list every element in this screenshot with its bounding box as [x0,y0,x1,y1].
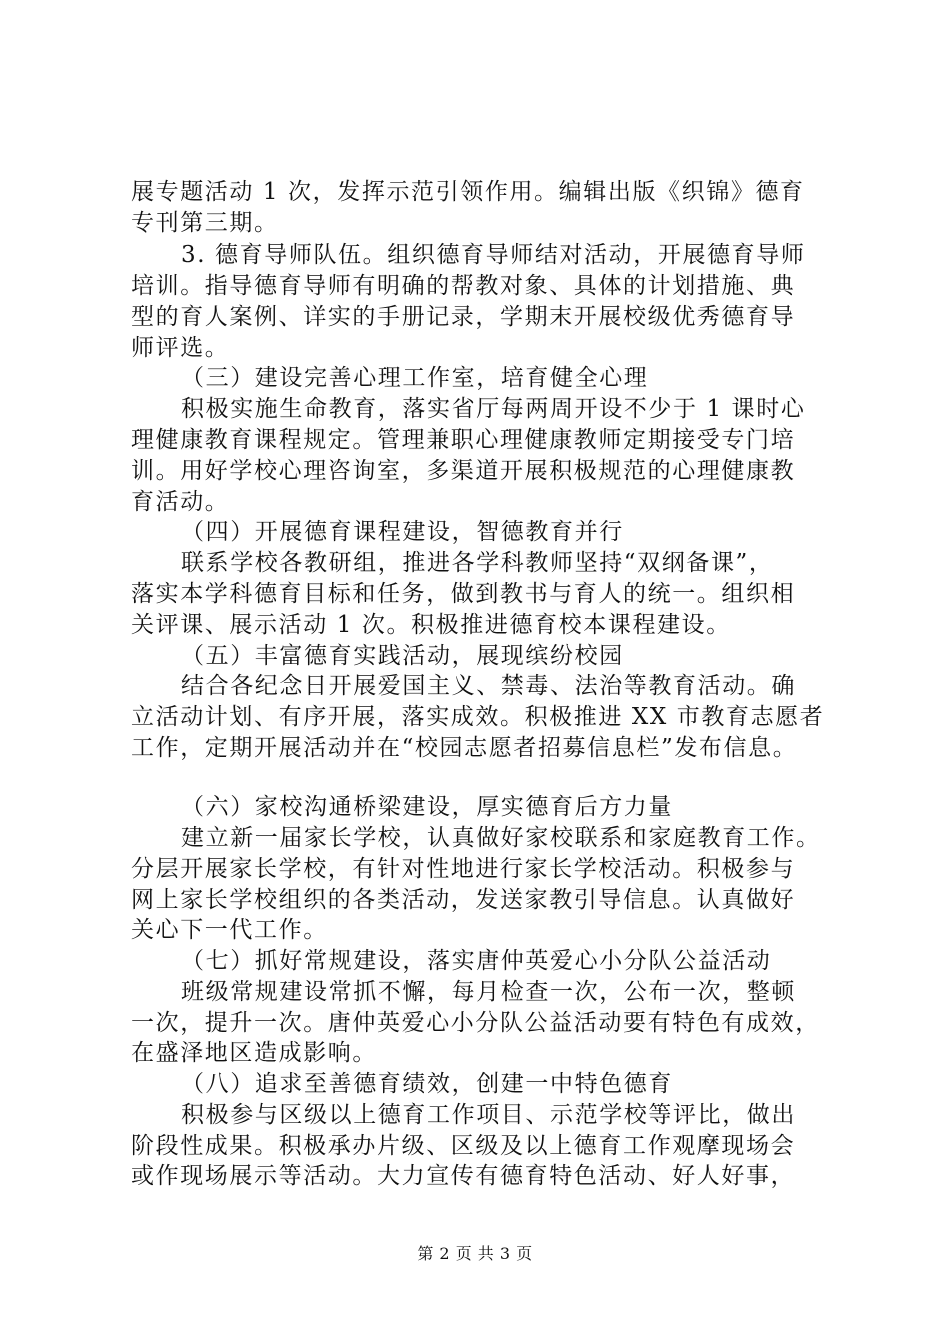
text-line: 分层开展家长学校，有针对性地进行家长学校活动。积极参与 [131,856,796,882]
text-line: 育活动。 [131,489,230,515]
text-line: 关评课、展示活动 1 次。积极推进德育校本课程建设。 [131,612,731,638]
text-line: 结合各纪念日开展爱国主义、禁毒、法治等教育活动。确 [181,673,796,699]
text-line: 关心下一代工作。 [131,917,328,943]
text-line: 理健康教育课程规定。管理兼职心理健康教师定期接受专门培 [131,427,796,453]
text-line: 展专题活动 1 次，发挥示范引领作用。编辑出版《织锦》德育 [131,179,805,205]
text-line: 型的育人案例、详实的手册记录，学期末开展校级优秀德育导 [131,304,796,330]
text-line: 3. 德育导师队伍。组织德育导师结对活动，开展德育导师 [181,242,806,268]
text-line: 一次，提升一次。唐仲英爱心小分队公益活动要有特色有成效， [131,1010,820,1036]
text-line: 落实本学科德育目标和任务，做到教书与育人的统一。组织相 [131,581,796,607]
section-heading: （八）追求至善德育绩效，创建一中特色德育 [181,1071,673,1097]
text-line: 专刊第三期。 [131,210,279,236]
section-heading: （三）建设完善心理工作室，培育健全心理 [181,365,649,391]
section-heading: （七）抓好常规建设，落实唐仲英爱心小分队公益活动 [181,948,772,974]
text-line: 班级常规建设常抓不懈，每月检查一次，公布一次，整顿 [181,979,796,1005]
text-line: 积极实施生命教育，落实省厅每两周开设不少于 1 课时心 [181,396,806,422]
text-line: 网上家长学校组织的各类活动，发送家教引导信息。认真做好 [131,887,796,913]
text-line: 立活动计划、有序开展，落实成效。积极推进 XX 市教育志愿者 [131,704,825,730]
text-line: 建立新一届家长学校，认真做好家校联系和家庭教育工作。 [181,825,821,851]
text-line: 联系学校各教研组，推进各学科教师坚持“双纲备课”， [181,550,774,576]
text-line: 训。用好学校心理咨询室，多渠道开展积极规范的心理健康教 [131,458,796,484]
text-line: 或作现场展示等活动。大力宣传有德育特色活动、好人好事， [131,1163,796,1189]
section-heading: （五）丰富德育实践活动，展现缤纷校园 [181,643,624,669]
text-line: 工作，定期开展活动并在“校园志愿者招募信息栏”发布信息。 [131,735,798,761]
section-heading: （六）家校沟通桥梁建设，厚实德育后方力量 [181,794,673,820]
text-line: 阶段性成果。积极承办片级、区级及以上德育工作观摩现场会 [131,1133,796,1159]
text-line: 培训。指导德育导师有明确的帮教对象、具体的计划措施、典 [131,273,796,299]
text-line: 师评选。 [131,335,230,361]
section-heading: （四）开展德育课程建设，智德教育并行 [181,519,624,545]
text-line: 在盛泽地区造成影响。 [131,1040,377,1066]
text-line: 积极参与区级以上德育工作项目、示范学校等评比，做出 [181,1102,796,1128]
page-number-footer: 第 2 页 共 3 页 [417,1244,533,1263]
